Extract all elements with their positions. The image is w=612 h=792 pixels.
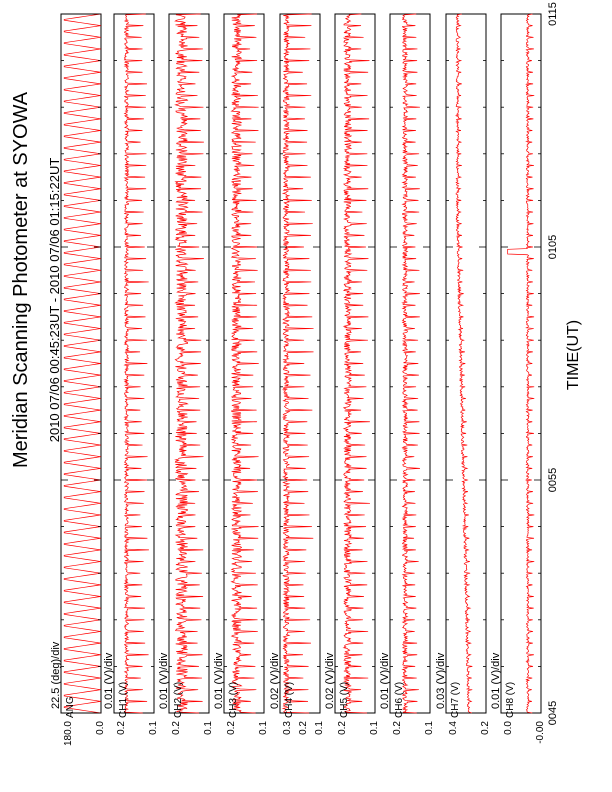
trace-ch6: [403, 14, 420, 713]
panel-frame: [61, 14, 101, 713]
value-tick-label: 0.4: [448, 721, 459, 735]
scale-label-ch6: 0.01 (V)/div: [379, 652, 391, 709]
channel-label-ang: ANG: [65, 696, 76, 718]
trace-ch1: [125, 14, 149, 713]
figure-title: Meridian Scanning Photometer at SYOWA: [10, 91, 32, 469]
value-tick-label: 0.3: [282, 721, 293, 735]
scale-label-ch2: 0.01 (V)/div: [158, 652, 170, 709]
scale-label-ch7: 0.03 (V)/div: [435, 652, 447, 709]
panel-frame: [501, 14, 541, 713]
value-tick-label: 0.2: [171, 721, 182, 735]
x-axis-title: TIME(UT): [565, 319, 582, 391]
panel-frame: [446, 14, 486, 713]
scale-label-ch8: 0.01 (V)/div: [490, 652, 502, 709]
panel-frame: [390, 14, 430, 713]
value-tick-label: 0.1: [148, 721, 159, 735]
value-tick-label: 0.2: [226, 721, 237, 735]
panel-ch8: [490, 14, 546, 744]
value-tick-label: 0.1: [314, 721, 325, 735]
panel-ch7: [435, 14, 491, 735]
value-tick-label: 180.0: [63, 721, 74, 747]
trace-ch7: [456, 14, 472, 713]
scale-label-ch3: 0.01 (V)/div: [213, 652, 225, 709]
trace-ch3: [232, 14, 259, 713]
panel-ch3: [213, 14, 269, 735]
panel-frame: [169, 14, 209, 713]
panel-ch2: [158, 14, 214, 735]
value-tick-label: 0.0: [95, 721, 106, 735]
scale-label-ch5: 0.02 (V)/div: [324, 652, 336, 709]
value-tick-label: -0.00: [535, 721, 546, 744]
trace-ch2: [175, 14, 204, 713]
panel-stack: [50, 14, 546, 746]
channel-label-ch1: CH1 (V): [118, 681, 129, 718]
channel-label-ch5: CH5 (V): [339, 681, 350, 718]
channel-label-ch8: CH8 (V): [505, 681, 516, 718]
trace-ch4: [283, 14, 313, 713]
value-tick-label: 0.2: [392, 721, 403, 735]
time-tick-label: 0115: [547, 2, 559, 26]
time-tick-label: 0105: [547, 234, 559, 260]
time-range-label: 2010 07/06 00:45:23UT - 2010 07/06 01:15:22UT: [47, 157, 62, 443]
value-tick-label: 0.1: [424, 721, 435, 735]
scale-label-ch4: 0.02 (V)/div: [269, 652, 281, 709]
panel-ch6: [379, 14, 435, 735]
trace-ang: [64, 14, 101, 713]
panel-ch4: [269, 14, 325, 735]
trace-ch8: [508, 14, 535, 713]
channel-label-ch2: CH2 (V): [173, 681, 184, 718]
scale-label-ch1: 0.01 (V)/div: [103, 652, 115, 709]
panel-ch1: [103, 14, 159, 735]
value-tick-label: 0.2: [298, 721, 309, 735]
x-axis-ticks: [547, 2, 559, 725]
value-tick-label: 0.2: [337, 721, 348, 735]
channel-label-ch4: CH4 (V): [284, 681, 295, 718]
value-tick-label: 0.0: [503, 721, 514, 735]
channel-label-ch3: CH3 (V): [228, 681, 239, 718]
channel-label-ch6: CH6 (V): [394, 681, 405, 718]
time-tick-label: 0045: [547, 700, 559, 726]
time-tick-label: 0055: [547, 467, 559, 493]
trace-ch5: [344, 14, 370, 713]
value-tick-label: 0.1: [258, 721, 269, 735]
scale-label-ang: 22.5 (deg)/div: [50, 641, 62, 709]
channel-label-ch7: CH7 (V): [450, 681, 461, 718]
panel-frame: [114, 14, 154, 713]
value-tick-label: 0.2: [480, 721, 491, 735]
panel-ch5: [324, 14, 380, 735]
value-tick-label: 0.2: [116, 721, 127, 735]
value-tick-label: 0.1: [369, 721, 380, 735]
value-tick-label: 0.1: [203, 721, 214, 735]
